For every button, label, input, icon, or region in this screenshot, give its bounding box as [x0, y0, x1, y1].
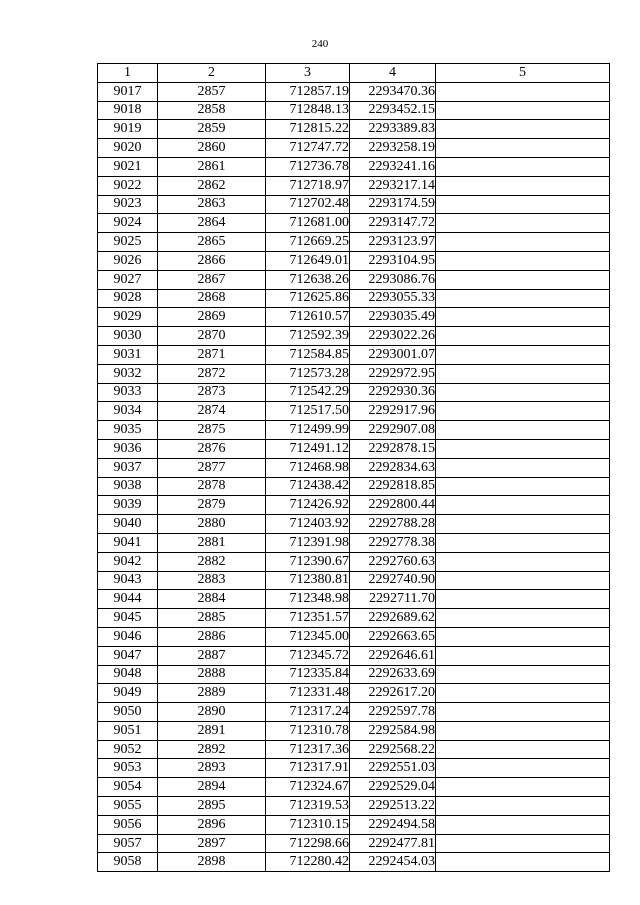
table-row — [98, 308, 610, 327]
cell-note — [436, 383, 610, 402]
cell-note — [436, 120, 610, 139]
cell-sequence-number: 2896 — [158, 815, 266, 834]
cell-point-number: 9022 — [98, 176, 158, 195]
cell-y-coordinate: 2292834.63 — [350, 458, 436, 477]
cell-sequence-number: 2857 — [158, 82, 266, 101]
cell-y-coordinate: 2292568.22 — [350, 740, 436, 759]
cell-point-number: 9050 — [98, 703, 158, 722]
cell-sequence-number: 2878 — [158, 477, 266, 496]
table-row — [98, 533, 610, 552]
cell-note — [436, 646, 610, 665]
table-row — [98, 590, 610, 609]
table-row — [98, 815, 610, 834]
cell-note — [436, 270, 610, 289]
cell-point-number: 9030 — [98, 327, 158, 346]
cell-x-coordinate: 712815.22 — [266, 120, 350, 139]
cell-note — [436, 176, 610, 195]
table-row — [98, 176, 610, 195]
cell-y-coordinate: 2292788.28 — [350, 515, 436, 534]
cell-x-coordinate: 712317.24 — [266, 703, 350, 722]
cell-point-number: 9044 — [98, 590, 158, 609]
table-row — [98, 345, 610, 364]
cell-sequence-number: 2889 — [158, 684, 266, 703]
cell-sequence-number: 2876 — [158, 439, 266, 458]
cell-note — [436, 684, 610, 703]
cell-sequence-number: 2861 — [158, 157, 266, 176]
cell-point-number: 9046 — [98, 627, 158, 646]
cell-y-coordinate: 2292597.78 — [350, 703, 436, 722]
cell-y-coordinate: 2292740.90 — [350, 571, 436, 590]
cell-point-number: 9051 — [98, 721, 158, 740]
cell-x-coordinate: 712345.00 — [266, 627, 350, 646]
cell-sequence-number: 2897 — [158, 834, 266, 853]
cell-note — [436, 439, 610, 458]
cell-sequence-number: 2891 — [158, 721, 266, 740]
cell-sequence-number: 2870 — [158, 327, 266, 346]
cell-y-coordinate: 2293086.76 — [350, 270, 436, 289]
cell-point-number: 9031 — [98, 345, 158, 364]
table-row — [98, 721, 610, 740]
cell-x-coordinate: 712649.01 — [266, 251, 350, 270]
cell-y-coordinate: 2292778.38 — [350, 533, 436, 552]
cell-note — [436, 402, 610, 421]
cell-note — [436, 759, 610, 778]
table-row — [98, 609, 610, 628]
cell-sequence-number: 2872 — [158, 364, 266, 383]
cell-note — [436, 233, 610, 252]
table-row — [98, 665, 610, 684]
cell-x-coordinate: 712718.97 — [266, 176, 350, 195]
cell-point-number: 9054 — [98, 778, 158, 797]
cell-point-number: 9035 — [98, 421, 158, 440]
cell-y-coordinate: 2293217.14 — [350, 176, 436, 195]
cell-y-coordinate: 2293123.97 — [350, 233, 436, 252]
table-body — [98, 64, 610, 872]
cell-x-coordinate: 712491.12 — [266, 439, 350, 458]
cell-x-coordinate: 712298.66 — [266, 834, 350, 853]
cell-note — [436, 834, 610, 853]
cell-point-number: 9040 — [98, 515, 158, 534]
cell-x-coordinate: 712857.19 — [266, 82, 350, 101]
cell-point-number: 9026 — [98, 251, 158, 270]
cell-y-coordinate: 2292513.22 — [350, 797, 436, 816]
table-row — [98, 477, 610, 496]
cell-point-number: 9021 — [98, 157, 158, 176]
cell-y-coordinate: 2292689.62 — [350, 609, 436, 628]
cell-note — [436, 327, 610, 346]
table-row — [98, 571, 610, 590]
column-header-2: 2 — [158, 64, 266, 83]
cell-note — [436, 458, 610, 477]
cell-sequence-number: 2875 — [158, 421, 266, 440]
table-row — [98, 251, 610, 270]
cell-sequence-number: 2892 — [158, 740, 266, 759]
cell-x-coordinate: 712736.78 — [266, 157, 350, 176]
cell-y-coordinate: 2292454.03 — [350, 853, 436, 872]
table-row — [98, 646, 610, 665]
cell-y-coordinate: 2292760.63 — [350, 552, 436, 571]
cell-x-coordinate: 712499.99 — [266, 421, 350, 440]
cell-y-coordinate: 2293035.49 — [350, 308, 436, 327]
cell-sequence-number: 2886 — [158, 627, 266, 646]
column-header-3: 3 — [266, 64, 350, 83]
cell-sequence-number: 2860 — [158, 139, 266, 158]
page-number: 240 — [311, 38, 329, 50]
cell-note — [436, 815, 610, 834]
table-row — [98, 759, 610, 778]
cell-y-coordinate: 2292800.44 — [350, 496, 436, 515]
cell-point-number: 9058 — [98, 853, 158, 872]
cell-x-coordinate: 712702.48 — [266, 195, 350, 214]
cell-sequence-number: 2893 — [158, 759, 266, 778]
cell-x-coordinate: 712573.28 — [266, 364, 350, 383]
cell-point-number: 9025 — [98, 233, 158, 252]
cell-x-coordinate: 712438.42 — [266, 477, 350, 496]
table-row — [98, 327, 610, 346]
cell-point-number: 9036 — [98, 439, 158, 458]
cell-sequence-number: 2883 — [158, 571, 266, 590]
cell-sequence-number: 2862 — [158, 176, 266, 195]
cell-point-number: 9041 — [98, 533, 158, 552]
table-row — [98, 496, 610, 515]
cell-sequence-number: 2871 — [158, 345, 266, 364]
cell-note — [436, 778, 610, 797]
cell-point-number: 9023 — [98, 195, 158, 214]
cell-x-coordinate: 712848.13 — [266, 101, 350, 120]
cell-x-coordinate: 712380.81 — [266, 571, 350, 590]
cell-y-coordinate: 2293147.72 — [350, 214, 436, 233]
cell-sequence-number: 2865 — [158, 233, 266, 252]
cell-y-coordinate: 2292917.96 — [350, 402, 436, 421]
cell-sequence-number: 2890 — [158, 703, 266, 722]
cell-point-number: 9042 — [98, 552, 158, 571]
table-row — [98, 402, 610, 421]
cell-note — [436, 496, 610, 515]
cell-note — [436, 308, 610, 327]
cell-y-coordinate: 2293470.36 — [350, 82, 436, 101]
cell-x-coordinate: 712426.92 — [266, 496, 350, 515]
cell-y-coordinate: 2292633.69 — [350, 665, 436, 684]
cell-x-coordinate: 712584.85 — [266, 345, 350, 364]
cell-point-number: 9038 — [98, 477, 158, 496]
table-row — [98, 458, 610, 477]
cell-point-number: 9037 — [98, 458, 158, 477]
cell-x-coordinate: 712610.57 — [266, 308, 350, 327]
cell-sequence-number: 2894 — [158, 778, 266, 797]
cell-sequence-number: 2882 — [158, 552, 266, 571]
cell-note — [436, 740, 610, 759]
cell-point-number: 9017 — [98, 82, 158, 101]
column-header-5: 5 — [436, 64, 610, 83]
cell-point-number: 9027 — [98, 270, 158, 289]
table-row — [98, 552, 610, 571]
cell-point-number: 9047 — [98, 646, 158, 665]
table-row — [98, 195, 610, 214]
cell-y-coordinate: 2293389.83 — [350, 120, 436, 139]
table-row — [98, 853, 610, 872]
cell-y-coordinate: 2292646.61 — [350, 646, 436, 665]
table-row — [98, 797, 610, 816]
table-row — [98, 364, 610, 383]
cell-note — [436, 82, 610, 101]
cell-x-coordinate: 712345.72 — [266, 646, 350, 665]
cell-x-coordinate: 712625.86 — [266, 289, 350, 308]
cell-note — [436, 251, 610, 270]
cell-sequence-number: 2864 — [158, 214, 266, 233]
cell-note — [436, 853, 610, 872]
cell-point-number: 9043 — [98, 571, 158, 590]
cell-note — [436, 421, 610, 440]
cell-sequence-number: 2867 — [158, 270, 266, 289]
cell-x-coordinate: 712324.67 — [266, 778, 350, 797]
cell-sequence-number: 2879 — [158, 496, 266, 515]
cell-note — [436, 552, 610, 571]
cell-x-coordinate: 712310.78 — [266, 721, 350, 740]
cell-y-coordinate: 2292584.98 — [350, 721, 436, 740]
cell-x-coordinate: 712331.48 — [266, 684, 350, 703]
table-row — [98, 289, 610, 308]
cell-note — [436, 364, 610, 383]
cell-sequence-number: 2887 — [158, 646, 266, 665]
cell-y-coordinate: 2293001.07 — [350, 345, 436, 364]
cell-sequence-number: 2866 — [158, 251, 266, 270]
cell-point-number: 9019 — [98, 120, 158, 139]
cell-y-coordinate: 2293022.26 — [350, 327, 436, 346]
cell-y-coordinate: 2292529.04 — [350, 778, 436, 797]
cell-x-coordinate: 712403.92 — [266, 515, 350, 534]
cell-note — [436, 477, 610, 496]
cell-point-number: 9034 — [98, 402, 158, 421]
cell-sequence-number: 2868 — [158, 289, 266, 308]
cell-note — [436, 101, 610, 120]
cell-note — [436, 533, 610, 552]
cell-x-coordinate: 712310.15 — [266, 815, 350, 834]
table-row — [98, 139, 610, 158]
table-row — [98, 778, 610, 797]
cell-y-coordinate: 2293174.59 — [350, 195, 436, 214]
table-row — [98, 157, 610, 176]
table-row — [98, 834, 610, 853]
cell-note — [436, 627, 610, 646]
cell-y-coordinate: 2292711.70 — [350, 590, 436, 609]
cell-x-coordinate: 712747.72 — [266, 139, 350, 158]
cell-y-coordinate: 2293452.15 — [350, 101, 436, 120]
table-row — [98, 383, 610, 402]
cell-point-number: 9052 — [98, 740, 158, 759]
table-header-row — [98, 64, 610, 83]
cell-point-number: 9048 — [98, 665, 158, 684]
cell-note — [436, 665, 610, 684]
cell-point-number: 9056 — [98, 815, 158, 834]
table-row — [98, 421, 610, 440]
cell-x-coordinate: 712391.98 — [266, 533, 350, 552]
cell-note — [436, 195, 610, 214]
cell-note — [436, 721, 610, 740]
cell-point-number: 9055 — [98, 797, 158, 816]
cell-sequence-number: 2877 — [158, 458, 266, 477]
table-row — [98, 627, 610, 646]
cell-sequence-number: 2863 — [158, 195, 266, 214]
cell-note — [436, 157, 610, 176]
table-row — [98, 740, 610, 759]
cell-sequence-number: 2869 — [158, 308, 266, 327]
table-row — [98, 439, 610, 458]
cell-x-coordinate: 712542.29 — [266, 383, 350, 402]
cell-note — [436, 590, 610, 609]
table-row — [98, 214, 610, 233]
cell-note — [436, 345, 610, 364]
cell-point-number: 9049 — [98, 684, 158, 703]
cell-note — [436, 289, 610, 308]
cell-y-coordinate: 2293258.19 — [350, 139, 436, 158]
cell-sequence-number: 2874 — [158, 402, 266, 421]
cell-y-coordinate: 2292907.08 — [350, 421, 436, 440]
cell-note — [436, 797, 610, 816]
cell-point-number: 9057 — [98, 834, 158, 853]
table-row — [98, 270, 610, 289]
cell-y-coordinate: 2292972.95 — [350, 364, 436, 383]
cell-x-coordinate: 712317.91 — [266, 759, 350, 778]
cell-note — [436, 139, 610, 158]
cell-sequence-number: 2858 — [158, 101, 266, 120]
cell-point-number: 9018 — [98, 101, 158, 120]
cell-y-coordinate: 2293055.33 — [350, 289, 436, 308]
cell-y-coordinate: 2293104.95 — [350, 251, 436, 270]
cell-y-coordinate: 2292617.20 — [350, 684, 436, 703]
cell-y-coordinate: 2292818.85 — [350, 477, 436, 496]
cell-y-coordinate: 2293241.16 — [350, 157, 436, 176]
cell-point-number: 9053 — [98, 759, 158, 778]
cell-point-number: 9029 — [98, 308, 158, 327]
table-row — [98, 233, 610, 252]
cell-y-coordinate: 2292663.65 — [350, 627, 436, 646]
cell-x-coordinate: 712280.42 — [266, 853, 350, 872]
cell-sequence-number: 2898 — [158, 853, 266, 872]
cell-x-coordinate: 712317.36 — [266, 740, 350, 759]
cell-sequence-number: 2881 — [158, 533, 266, 552]
cell-note — [436, 609, 610, 628]
cell-sequence-number: 2895 — [158, 797, 266, 816]
cell-y-coordinate: 2292930.36 — [350, 383, 436, 402]
cell-note — [436, 214, 610, 233]
cell-point-number: 9039 — [98, 496, 158, 515]
table-row — [98, 515, 610, 534]
cell-x-coordinate: 712390.67 — [266, 552, 350, 571]
column-header-4: 4 — [350, 64, 436, 83]
cell-x-coordinate: 712638.26 — [266, 270, 350, 289]
table-row — [98, 684, 610, 703]
cell-point-number: 9045 — [98, 609, 158, 628]
table-row — [98, 101, 610, 120]
cell-point-number: 9033 — [98, 383, 158, 402]
cell-x-coordinate: 712348.98 — [266, 590, 350, 609]
cell-sequence-number: 2888 — [158, 665, 266, 684]
cell-point-number: 9032 — [98, 364, 158, 383]
cell-x-coordinate: 712319.53 — [266, 797, 350, 816]
cell-x-coordinate: 712681.00 — [266, 214, 350, 233]
cell-point-number: 9024 — [98, 214, 158, 233]
cell-sequence-number: 2873 — [158, 383, 266, 402]
table-row — [98, 120, 610, 139]
cell-y-coordinate: 2292551.03 — [350, 759, 436, 778]
cell-sequence-number: 2880 — [158, 515, 266, 534]
cell-x-coordinate: 712669.25 — [266, 233, 350, 252]
cell-x-coordinate: 712468.98 — [266, 458, 350, 477]
table-row — [98, 82, 610, 101]
cell-x-coordinate: 712517.50 — [266, 402, 350, 421]
cell-note — [436, 515, 610, 534]
cell-x-coordinate: 712351.57 — [266, 609, 350, 628]
cell-point-number: 9028 — [98, 289, 158, 308]
cell-sequence-number: 2885 — [158, 609, 266, 628]
cell-sequence-number: 2884 — [158, 590, 266, 609]
cell-y-coordinate: 2292878.15 — [350, 439, 436, 458]
coordinates-table — [97, 63, 610, 872]
cell-y-coordinate: 2292477.81 — [350, 834, 436, 853]
cell-point-number: 9020 — [98, 139, 158, 158]
cell-x-coordinate: 712335.84 — [266, 665, 350, 684]
cell-y-coordinate: 2292494.58 — [350, 815, 436, 834]
cell-note — [436, 571, 610, 590]
table-row — [98, 703, 610, 722]
cell-note — [436, 703, 610, 722]
cell-sequence-number: 2859 — [158, 120, 266, 139]
column-header-1: 1 — [98, 64, 158, 83]
cell-x-coordinate: 712592.39 — [266, 327, 350, 346]
